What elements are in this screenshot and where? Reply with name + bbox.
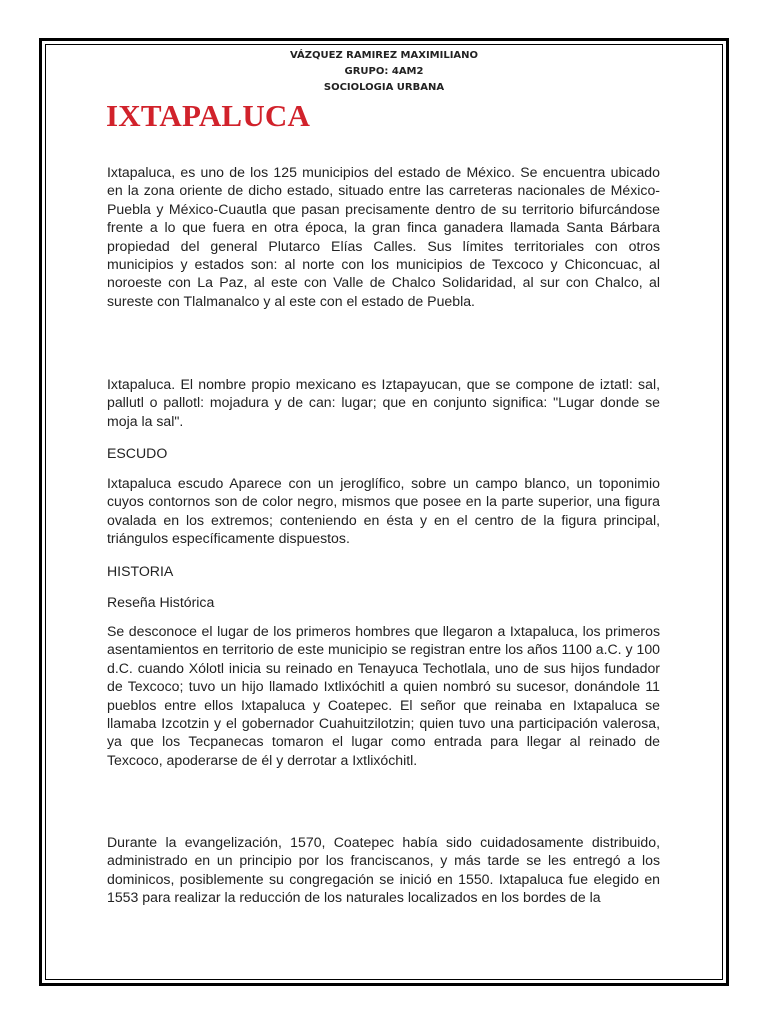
section-heading: ESCUDO (107, 445, 168, 461)
paragraph-etymology (107, 375, 660, 430)
paragraph-text: Se desconoce el lugar de los primeros hombres que llegaron a Ixtapaluca, los primeros asentamientos en territorio de este municipio se registran entre los años 1100 a.C. y 100 d.C. cuando Xólotl inicia su reinado en Tenayuca Techotlala, uno de sus hijos fundador de Texcoco; tuvo un hijo llamado Ixtlixóchitl a quien nombró su sucesor, donándole 11 pueblos entre ellos Ixtapaluca y Coatepec. El señor que reinaba en Ixtapaluca se llamaba Izcotzin y el gobernador Cuahuitzilotzin; quien tuvo una participación valerosa, ya que los Tecpanecas tomaron el lugar como entrada para llegar al reinado de Texcoco, apoderarse de él y derrotar a Ixtlixóchitl. (107, 623, 660, 768)
paragraph-text: Ixtapaluca, es uno de los 125 municipios del estado de México. Se encuentra ubicado en la zona oriente de dicho estado, situado entre las carreteras nacionales de México-Puebla y México-Cuautla que pasan precisamente dentro de su territorio bifurcándose frente a lo que fuera en otra época, la gran finca ganadera llamada Santa Bárbara propiedad del general Plutarco Elías Calles. Sus límites territoriales con otros municipios y estados son: al norte con los municipios de Texcoco y Chiconcuac, al noroeste con La Paz, al este con Valle de Chalco Solidaridad, al sur con Chalco, al sureste con Tlalmanalco y al este con el estado de Puebla. (107, 164, 660, 309)
paragraph-text: Durante la evangelización, 1570, Coatepec había sido cuidadosamente distribuido, administrado en un principio por los franciscanos, y más tarde se les entregó a los dominicos, posiblemente su congregación se inició en 1550. Ixtapaluca fue elegido en 1553 para realizar la reducción de los naturales localizados en los bordes de la (107, 834, 660, 906)
document-title: IXTAPALUCA (106, 98, 311, 133)
paragraph-text: Ixtapaluca escudo Aparece con un jeroglífico, sobre un campo blanco, un toponimio cuyos contornos son de color negro, mismos que posee en la parte superior, una figura ovalada en los extremos; conteniendo en ésta y en el centro de la figura principal, triángulos específicamente dispuestos. (107, 475, 660, 547)
author-name: VÁZQUEZ RAMIREZ MAXIMILIANO (289, 50, 479, 61)
paragraph-location (107, 163, 660, 310)
subheading-resena-historica (107, 593, 660, 611)
section-heading-escudo (107, 444, 660, 462)
subject-label: SOCIOLOGIA URBANA (323, 82, 445, 93)
section-heading: HISTORIA (107, 563, 174, 579)
paragraph-text: Ixtapaluca. El nombre propio mexicano es Iztapayucan, que se compone de iztatl: sal, pallutl o pallotl: mojadura y de can: lugar; que en conjunto significa: "Lugar donde se moja la sal". (107, 376, 660, 429)
section-heading-historia (107, 562, 660, 580)
paragraph-evangelization (107, 833, 660, 907)
section-subheading: Reseña Histórica (107, 594, 215, 610)
paragraph-escudo (107, 474, 660, 548)
group-label: GRUPO: 4AM2 (344, 66, 424, 77)
paragraph-history (107, 622, 660, 769)
document-header (0, 48, 768, 96)
